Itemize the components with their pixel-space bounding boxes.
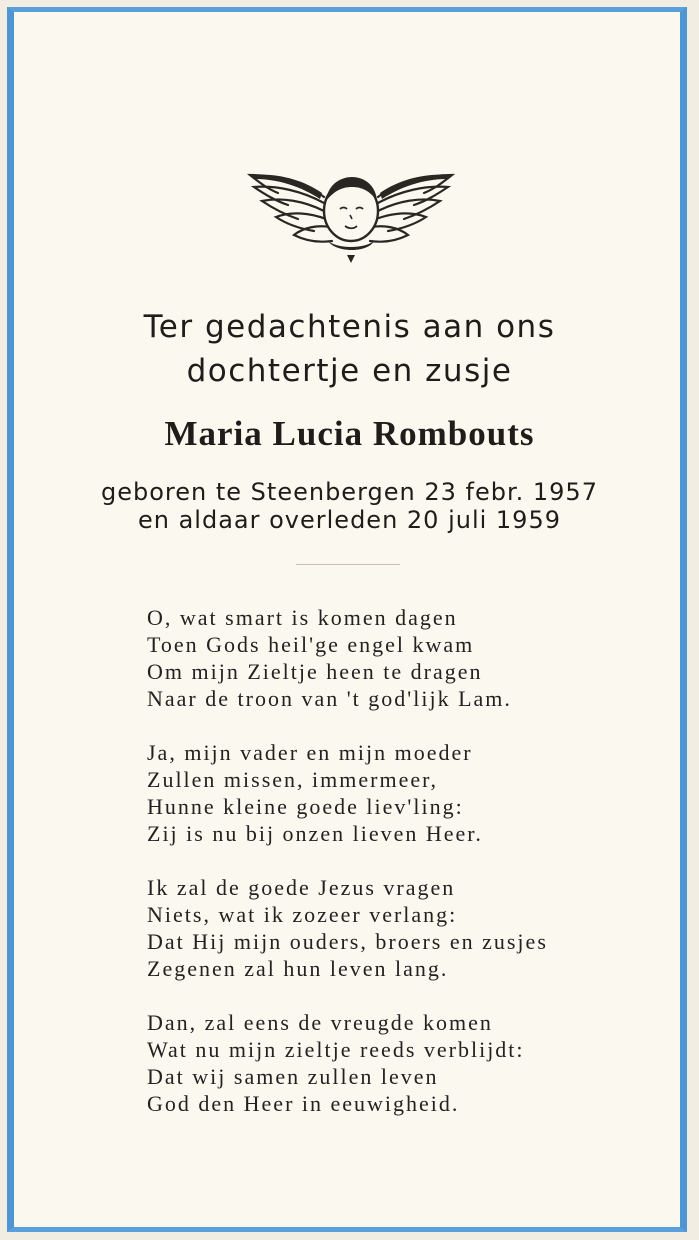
poem-line: God den Heer in eeuwigheid. (147, 1091, 460, 1116)
dedication-line-2: dochtertje en zusje (186, 353, 513, 389)
poem-line: Om mijn Zieltje heen te dragen (147, 659, 483, 684)
poem-line: Zullen missen, immermeer, (147, 767, 439, 792)
memorial-poem (147, 604, 548, 1144)
poem-stanza-1 (147, 604, 548, 712)
dedication-line-1: Ter gedachtenis aan ons (143, 309, 556, 345)
poem-stanza-3 (147, 874, 548, 982)
poem-stanza-2 (147, 739, 548, 847)
birth-line: geboren te Steenbergen 23 febr. 1957 (101, 478, 598, 506)
divider (296, 564, 400, 565)
cherub-icon (246, 163, 456, 273)
poem-line: Ja, mijn vader en mijn moeder (147, 740, 473, 765)
poem-line: Zij is nu bij onzen lieven Heer. (147, 821, 483, 846)
poem-line: Niets, wat ik zozeer verlang: (147, 902, 458, 927)
poem-line: Ik zal de goede Jezus vragen (147, 875, 456, 900)
deceased-name: Maria Lucia Rombouts (164, 414, 535, 453)
poem-line: Zegenen zal hun leven lang. (147, 956, 449, 981)
poem-line: Hunne kleine goede liev'ling: (147, 794, 464, 819)
poem-line: O, wat smart is komen dagen (147, 605, 458, 630)
poem-line: Dat Hij mijn ouders, broers en zusjes (147, 929, 548, 954)
poem-line: Dat wij samen zullen leven (147, 1064, 439, 1089)
dedication-text (0, 305, 699, 393)
poem-stanza-4 (147, 1009, 548, 1117)
poem-line: Toen Gods heil'ge engel kwam (147, 632, 475, 657)
death-line: en aldaar overleden 20 juli 1959 (137, 506, 561, 534)
poem-line: Dan, zal eens de vreugde komen (147, 1010, 493, 1035)
life-dates (0, 478, 699, 534)
poem-line: Wat nu mijn zieltje reeds verblijdt: (147, 1037, 525, 1062)
poem-line: Naar de troon van 't god'lijk Lam. (147, 686, 512, 711)
